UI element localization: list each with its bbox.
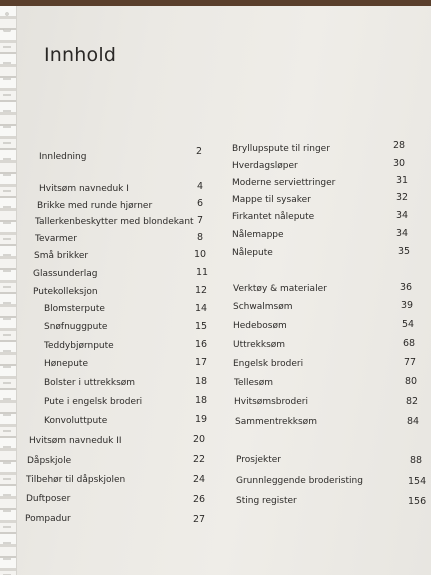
toc-entry-page: 20 bbox=[193, 434, 206, 445]
toc-entry-label: Tellesøm bbox=[234, 378, 274, 388]
toc-entry-label: Sammentrekksøm bbox=[235, 417, 317, 427]
toc-entry-label: Hvitsømsbroderi bbox=[234, 397, 308, 407]
toc-entry-page: 18 bbox=[195, 376, 208, 387]
toc-entry-page: 4 bbox=[197, 181, 204, 192]
toc-entry-page: 39 bbox=[401, 300, 414, 311]
toc-entry-page: 11 bbox=[196, 267, 209, 278]
toc-entry-page: 31 bbox=[396, 175, 409, 186]
toc-entry-label: Nålepute bbox=[232, 248, 273, 258]
toc-entry-page: 82 bbox=[406, 396, 419, 407]
toc-entry-page: 17 bbox=[195, 357, 208, 368]
toc-entry-page: 154 bbox=[408, 476, 427, 487]
toc-entry-page: 34 bbox=[396, 228, 409, 239]
toc-entry-page: 34 bbox=[396, 210, 409, 221]
toc-entry-page: 80 bbox=[405, 376, 418, 387]
toc-entry-label: Blomsterpute bbox=[44, 304, 105, 314]
toc-entry-page: 19 bbox=[195, 414, 208, 425]
toc-entry-page: 68 bbox=[403, 338, 416, 349]
toc-entry-label: Uttrekksøm bbox=[233, 340, 286, 350]
toc-entry-label: Firkantet nålepute bbox=[232, 212, 315, 222]
toc-entry-label: Tilbehør til dåpskjolen bbox=[26, 475, 126, 485]
toc-entry-label: Duftposer bbox=[26, 494, 71, 504]
toc-entry-label: Hvitsøm navneduk II bbox=[29, 436, 122, 446]
toc-entry-label: Schwalmsøm bbox=[233, 302, 293, 312]
toc-entry-label: Moderne serviettringer bbox=[232, 178, 336, 188]
lace-tablecloth-edge bbox=[0, 6, 17, 575]
toc-entry-page: 22 bbox=[193, 454, 206, 465]
toc-entry-label: Innledning bbox=[39, 152, 87, 162]
toc-entry-label: Putekolleksjon bbox=[33, 287, 98, 297]
book-page bbox=[0, 6, 431, 575]
toc-entry-page: 16 bbox=[195, 339, 208, 350]
toc-entry-label: Hønepute bbox=[44, 359, 88, 369]
page-title: Innhold bbox=[44, 44, 117, 66]
toc-entry-page: 54 bbox=[402, 319, 415, 330]
toc-entry-page: 84 bbox=[407, 416, 420, 427]
toc-entry-page: 28 bbox=[393, 140, 406, 151]
toc-entry-page: 18 bbox=[195, 395, 208, 406]
toc-entry-page: 6 bbox=[197, 198, 204, 209]
toc-entry-label: Pompadur bbox=[25, 514, 71, 524]
toc-entry-label: Grunnleggende broderisting bbox=[236, 476, 363, 486]
toc-entry-label: Mappe til sysaker bbox=[232, 195, 311, 205]
toc-entry-label: Bryllupspute til ringer bbox=[232, 144, 330, 154]
toc-entry-label: Engelsk broderi bbox=[233, 359, 304, 369]
toc-entry-label: Snøfnuggpute bbox=[44, 322, 108, 332]
toc-entry-label: Sting register bbox=[236, 496, 297, 506]
toc-entry-label: Nålemappe bbox=[232, 230, 284, 240]
toc-entry-label: Teddybjørnpute bbox=[44, 341, 114, 351]
toc-entry-label: Hverdagsløper bbox=[232, 161, 298, 171]
toc-entry-label: Prosjekter bbox=[236, 455, 281, 465]
toc-entry-label: Konvoluttpute bbox=[44, 416, 108, 426]
toc-entry-label: Hvitsøm navneduk I bbox=[39, 184, 129, 194]
toc-entry-page: 77 bbox=[404, 357, 417, 368]
toc-entry-page: 26 bbox=[193, 494, 206, 505]
toc-entry-page: 12 bbox=[195, 285, 208, 296]
toc-entry-label: Verktøy & materialer bbox=[233, 284, 327, 294]
toc-entry-page: 14 bbox=[195, 303, 208, 314]
toc-entry-page: 24 bbox=[193, 474, 206, 485]
toc-entry-label: Glassunderlag bbox=[33, 269, 98, 279]
toc-entry-page: 8 bbox=[197, 232, 204, 243]
toc-entry-label: Bolster i uttrekksøm bbox=[44, 378, 136, 388]
toc-entry-label: Brikke med runde hjørner bbox=[37, 201, 153, 211]
toc-entry-page: 32 bbox=[396, 192, 409, 203]
toc-entry-label: Hedebosøm bbox=[233, 321, 287, 331]
toc-entry-label: Dåpskjole bbox=[27, 456, 72, 466]
toc-entry-page: 10 bbox=[194, 249, 207, 260]
toc-entry-page: 88 bbox=[410, 455, 423, 466]
toc-entry-page: 27 bbox=[193, 514, 206, 525]
toc-entry-label: Tallerkenbeskytter med blondekant bbox=[35, 217, 194, 227]
toc-entry-label: Pute i engelsk broderi bbox=[44, 397, 143, 407]
toc-entry-page: 7 bbox=[197, 215, 204, 226]
toc-entry-page: 36 bbox=[400, 282, 413, 293]
toc-entry-page: 2 bbox=[196, 146, 203, 157]
toc-entry-page: 35 bbox=[398, 246, 411, 257]
toc-entry-label: Tevarmer bbox=[35, 234, 77, 244]
toc-entry-label: Små brikker bbox=[34, 251, 89, 261]
toc-entry-page: 156 bbox=[408, 496, 427, 507]
toc-entry-page: 30 bbox=[393, 158, 406, 169]
toc-entry-page: 15 bbox=[195, 321, 208, 332]
